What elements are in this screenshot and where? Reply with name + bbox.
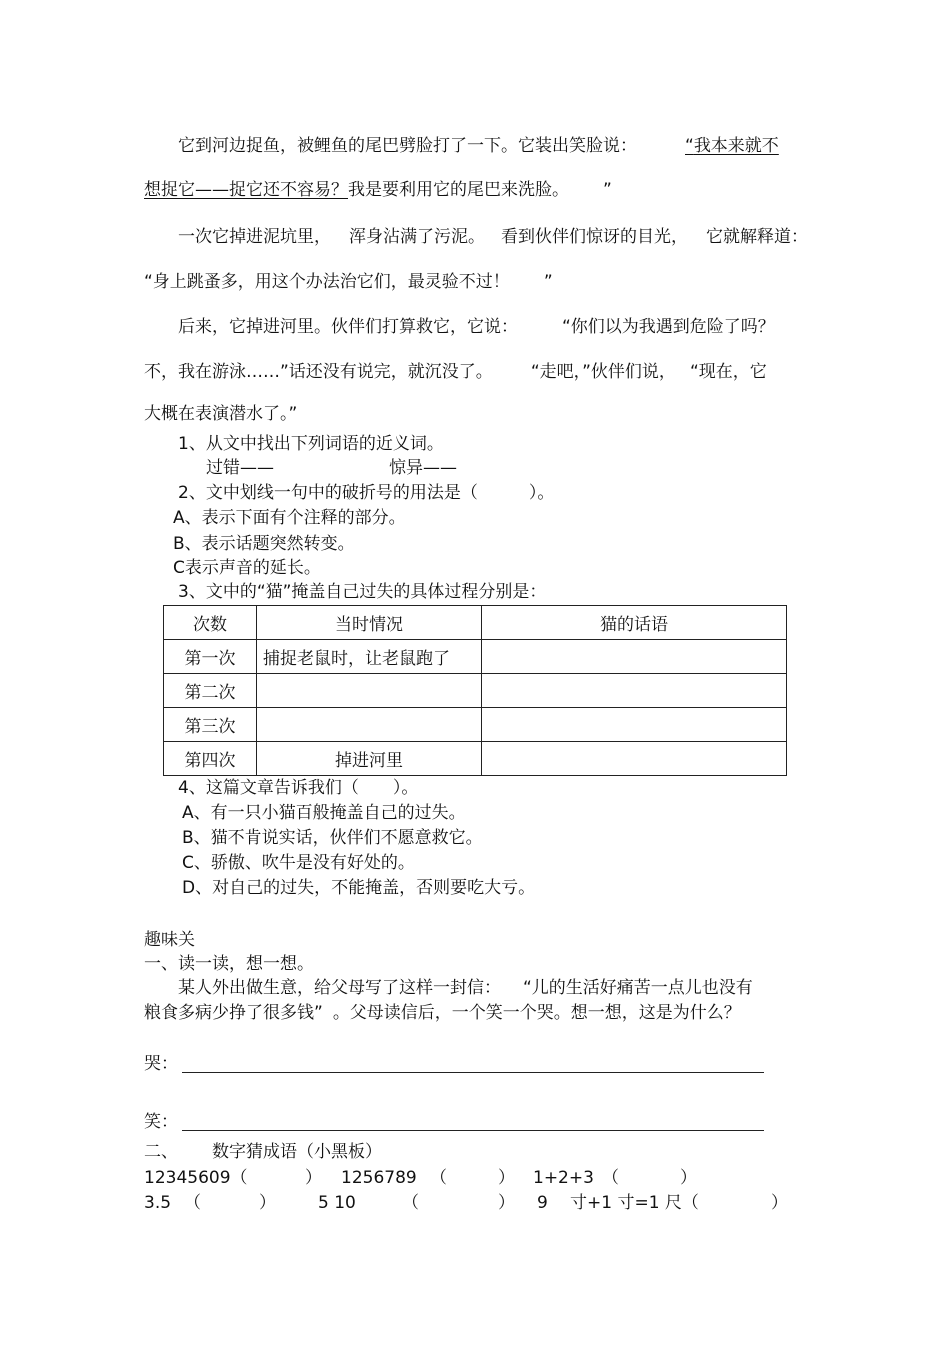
table-row [164, 674, 787, 708]
cry-label: 哭： [144, 1054, 178, 1074]
story-line-6 [144, 360, 767, 384]
story-text: 它就解释道： [706, 227, 808, 247]
bracket: ） [259, 1193, 276, 1213]
bracket: ） [680, 1168, 697, 1188]
option-a: A、有一只小猫百般掩盖自己的过失。 [182, 803, 466, 823]
letter-text: “儿的生活好痛苦一点儿也没有 [523, 978, 753, 998]
question-1: 1、从文中找出下列词语的近义词。 [178, 434, 444, 454]
story-text: 不，我在游泳……”话还没有说完，就沉没了。 [144, 362, 493, 382]
bracket: （ [184, 1193, 201, 1213]
underlined-sentence: 我本来就不 [693, 136, 779, 156]
option-b: B、猫不肯说实话，伙伴们不愿意救它。 [182, 828, 483, 848]
idiom-prompt: 1+2+3 [533, 1168, 594, 1188]
option-c: C、骄傲、吹牛是没有好处的。 [182, 853, 415, 873]
table-header: 当时情况 [257, 606, 482, 640]
bracket: ） [305, 1168, 322, 1188]
idiom-prompt: 寸+1 寸=1 尺（ [570, 1193, 699, 1213]
story-line-1 [178, 134, 779, 158]
letter-line-2 [144, 1001, 741, 1025]
question-4: 4、这篇文章告诉我们（ ）。 [178, 778, 419, 798]
laugh-label: 笑： [144, 1112, 178, 1132]
letter-line-1 [178, 976, 753, 1000]
idiom-prompt: 12345609（ [144, 1168, 248, 1188]
section-2-title: 数字猜成语（小黑板） [212, 1142, 382, 1162]
table-row [164, 742, 787, 776]
answer-cell [482, 742, 787, 776]
story-line-3 [178, 225, 808, 249]
section-heading: 一、读一读，想一想。 [144, 954, 314, 974]
idiom-prompt: 1256789 [341, 1168, 417, 1188]
laugh-answer-line[interactable] [182, 1130, 764, 1131]
underlined-sentence: 想捉它——捉它还不容易？ [144, 180, 348, 200]
bracket: （ [402, 1193, 419, 1213]
option-c: C表示声音的延长。 [173, 558, 321, 578]
process-table [163, 605, 787, 776]
cry-answer-line[interactable] [182, 1072, 764, 1073]
option-d: D、对自己的过失，不能掩盖，否则要吃大亏。 [182, 878, 536, 898]
table-cell: 第四次 [164, 742, 257, 776]
story-line-5 [178, 315, 775, 339]
story-quote-open: “ [685, 136, 694, 156]
story-text: “你们以为我遇到危险了吗？ [562, 317, 775, 337]
answer-cell [257, 674, 482, 708]
idiom-prompt: 5 10 [318, 1193, 356, 1213]
table-cell: 第一次 [164, 640, 257, 674]
table-row [164, 640, 787, 674]
option-a: A、表示下面有个注释的部分。 [173, 508, 406, 528]
table-cell: 掉进河里 [257, 742, 482, 776]
answer-cell [482, 708, 787, 742]
question-3: 3、文中的“猫”掩盖自己过失的具体过程分别是： [178, 582, 547, 602]
story-text: “走吧，”伙伴们说， [530, 362, 676, 382]
answer-cell [482, 640, 787, 674]
story-line-4 [144, 270, 553, 294]
section-2-number: 二、 [144, 1142, 178, 1162]
table-header-row [164, 606, 787, 640]
story-text: 我是要利用它的尾巴来洗脸。 [348, 180, 569, 200]
story-quote-close: ” [603, 180, 612, 200]
bracket: ） [771, 1193, 788, 1213]
story-text: 浑身沾满了污泥。 [349, 227, 485, 247]
bracket: （ [430, 1168, 447, 1188]
story-text: 看到伙伴们惊讶的目光， [501, 227, 688, 247]
table-row [164, 708, 787, 742]
bracket: ） [498, 1193, 515, 1213]
idiom-prompt: 9 [537, 1193, 548, 1213]
idiom-prompt: 3.5 [144, 1193, 172, 1213]
story-line-7 [144, 402, 297, 426]
story-text: 后来，它掉进河里。伙伴们打算救它，它说： [178, 317, 518, 337]
answer-cell [257, 708, 482, 742]
option-b: B、表示话题突然转变。 [173, 534, 355, 554]
story-text: “身上跳蚤多，用这个办法治它们，最灵验不过！ [144, 272, 510, 292]
question-2: 2、文中划线一句中的破折号的用法是（ ）。 [178, 483, 555, 503]
story-text: 大概在表演潜水了。” [144, 404, 298, 424]
section-title: 趣味关 [144, 930, 195, 950]
bracket: ） [498, 1168, 515, 1188]
table-cell: 捕捉老鼠时，让老鼠跑了 [257, 640, 482, 674]
table-header: 猫的话语 [482, 606, 787, 640]
story-text: 一次它掉进泥坑里， [178, 227, 331, 247]
answer-cell [482, 674, 787, 708]
story-text: “现在，它 [689, 362, 767, 382]
table-header: 次数 [164, 606, 257, 640]
table-cell: 第三次 [164, 708, 257, 742]
letter-text: 。父母读信后，一个笑一个哭。想一想，这是为什么？ [332, 1003, 741, 1023]
letter-text: 某人外出做生意，给父母写了这样一封信： [178, 978, 501, 998]
story-quote-close: ” [543, 272, 553, 292]
story-text: 它到河边捉鱼，被鲤鱼的尾巴劈脸打了一下。它装出笑脸说： [178, 136, 637, 156]
synonym-item-1: 过错—— [206, 458, 274, 478]
bracket: （ [602, 1168, 619, 1188]
story-line-2 [144, 178, 612, 202]
letter-text: 粮食多病少挣了很多钱” [144, 1003, 323, 1023]
synonym-item-2: 惊异—— [389, 458, 457, 478]
table-cell: 第二次 [164, 674, 257, 708]
